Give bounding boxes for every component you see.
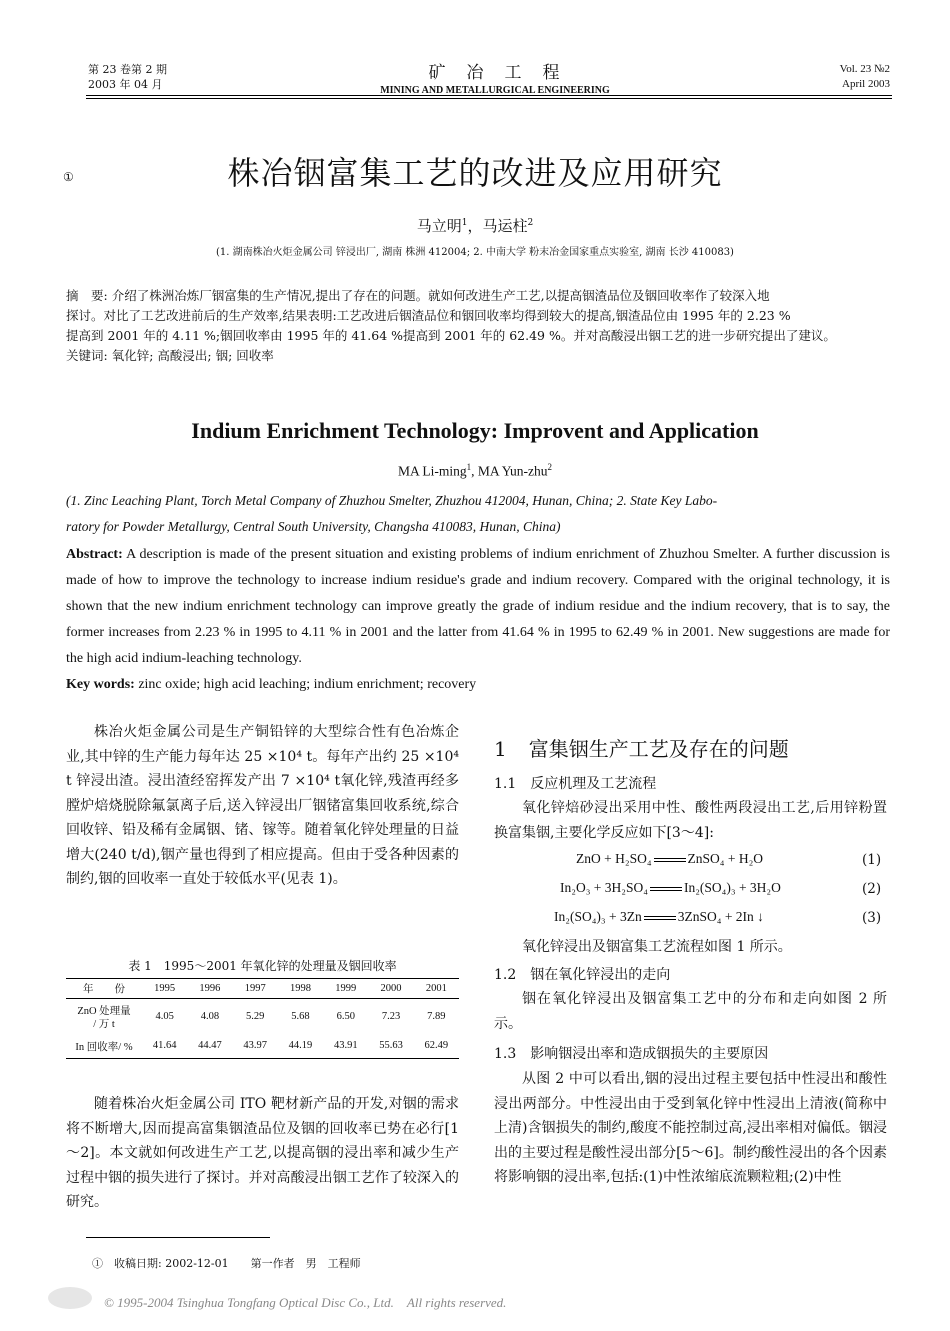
table-cell: 62.49 xyxy=(424,1040,449,1051)
footnote-mark: ① xyxy=(63,170,74,184)
table-row: ZnO 处理量 / 万 t 4.05 4.08 5.29 5.68 6.50 7.23 7.89 xyxy=(66,999,459,1034)
paragraph-1-1: 氧化锌焙砂浸出采用中性、酸性两段浸出工艺,后用锌粉置换富集铟,主要化学反应如下[3～4]: xyxy=(494,800,887,841)
table-header-cell: 1999 xyxy=(335,983,357,994)
table-cell: In 回收率/ % xyxy=(75,1042,133,1053)
journal-volume: Vol. 23 №2 April 2003 xyxy=(839,63,890,90)
table-header-cell: 2001 xyxy=(425,983,447,994)
reaction-arrow xyxy=(650,887,682,891)
paper-title-cn: 株冶铟富集工艺的改进及应用研究 xyxy=(227,154,723,192)
table-cell: 44.47 xyxy=(198,1040,222,1051)
header-rule xyxy=(86,95,892,96)
table-header-cell: 1998 xyxy=(289,983,311,994)
table-cell: 5.29 xyxy=(246,1010,265,1022)
authors-en: MA Li-ming$^1$, MA Yun-zhu$^2$ xyxy=(397,462,552,479)
table-cell: 7.23 xyxy=(381,1010,401,1022)
equation-1-number: (1) xyxy=(862,852,882,868)
intro-paragraph: 株冶火炬金属公司是生产铜铅锌的大型综合性有色冶炼企业,其中锌的生产能力每年达 25 ×10⁴ t。每年产出约 25 ×10⁴ t 锌浸出渣。浸出渣经窑挥发产出 7 ×10⁴ t氧化锌,残渣再经多膛炉焙烧脱除氟氯离子后,送入锌浸出厂铟锗富集回收系统,综合回收锌、铅及稀有金属铟、锗、镓等。随着氧化锌处理量的日益增大(240 t/d),铟产量也得到了相应提高。但由于受各种因素的制约,铟的回收率一直处于较低水平(见表 1)。 xyxy=(66,724,459,887)
copyright-notice: © 1995-2004 Tsinghua Tongfang Optical Disc Co., Ltd. All rights reserved. xyxy=(104,1295,507,1310)
subsection-1-1: 1.1 反应机理及工艺流程 xyxy=(494,776,657,792)
table-header-cell: 2000 xyxy=(380,983,402,994)
affiliation-en: (1. Zinc Leaching Plant, Torch Metal Company of Zhuzhou Smelter, Zhuzhou 412004, Hunan, China; 2. State Key Labo- ratory for Powder Metallurgy, Central South University, Changsha 410083, Hunan, China) xyxy=(66,493,718,534)
table-cell: 4.08 xyxy=(200,1010,220,1022)
equation-2-number: (2) xyxy=(862,881,882,897)
reaction-arrow xyxy=(644,916,676,920)
abstract-cn: 摘 要: 介绍了株洲冶炼厂铟富集的生产情况,提出了存在的问题。就如何改进生产工艺,以提高铟渣品位及铟回收率作了较深入地 探讨。对比了工艺改进前后的生产效率,结果表明:工艺改进后铟渣品位和铟回收率均得到较大的提高,铟渣品位由 1995 年的 2.23 % 提高到 2001 年的 4.11 %;铟回收率由 1995 年的 41.64 %提高到 2001 年的 62.49 %。并对高酸浸出铟工艺的进一步研究提出了建议。 关键词: 氧化锌; 高酸浸出; 铟; 回收率 xyxy=(66,288,836,363)
reaction-arrow xyxy=(654,858,686,862)
paragraph-1-2: 铟在氧化锌浸出及铟富集工艺中的分布和走向如图 2 所示。 xyxy=(494,991,887,1032)
subsection-1-2: 1.2 铟在氧化锌浸出的走向 xyxy=(494,967,671,983)
paragraph-1-1b: 氧化锌浸出及铟富集工艺流程如图 1 所示。 xyxy=(522,939,792,955)
table-cell: 41.64 xyxy=(152,1040,177,1051)
header-rule-2 xyxy=(86,98,892,99)
affiliation-cn: (1. 湖南株冶火炬金属公司 锌浸出厂, 湖南 株洲 412004; 2. 中南大学 粉末冶金国家重点实验室, 湖南 长沙 410083) xyxy=(216,247,734,258)
subsection-1-3: 1.3 影响铟浸出率和造成铟损失的主要原因 xyxy=(494,1046,769,1062)
data-table xyxy=(66,978,459,1059)
table-cell: 55.63 xyxy=(379,1040,403,1051)
abstract-en: Abstract: A description is made of the present situation and existing problems of indium enrichment of Zhuzhou Smelter. A further discussion is made of how to improve the technology to increase indium residue's grade and indium recovery. Compared with the original technology, it is shown that the new indium enrichment technology can improve greatly the grade of indium residue and the indium recovery, that is to say, the former increases from 2.23 % in 1995 to 4.11 % in 2001 and the latter from 41.64 % in 1995 to 62.49 % in 2001. New suggestions are made for the high acid indium-leaching technology. Key words: zinc oxide; high acid leaching; indium enrichment; recovery xyxy=(66,547,890,692)
table-cell: 43.91 xyxy=(333,1040,358,1051)
journal-issue: 第 23 卷第 2 期 2003 年 04 月 xyxy=(88,63,167,91)
footnote-rule xyxy=(86,1237,270,1238)
table-cell: 5.68 xyxy=(291,1010,310,1022)
equation-3: In₂(SO₄)₃ + 3Zn 3ZnSO₄ + 2In ↓ xyxy=(554,909,764,924)
table-header-cell: 1996 xyxy=(199,983,221,994)
authors-cn: 马立明$^1$，马运柱$^2$ xyxy=(416,217,534,235)
journal-title: 矿 冶 工 程 MINING AND METALLURGICAL ENGINEERING xyxy=(380,63,610,96)
paper-title-en: Indium Enrichment Technology: Improvent and Application xyxy=(191,418,759,443)
table-row xyxy=(66,1033,459,1059)
table-header-cell: 年 份 xyxy=(83,984,125,995)
table-cell: 7.89 xyxy=(427,1010,446,1022)
section-1-title: 1 富集铟生产工艺及存在的问题 xyxy=(494,737,789,761)
table-caption: 表 1 1995～2001 年氧化锌的处理量及铟回收率 xyxy=(128,959,397,973)
table-header-cell: 1997 xyxy=(244,983,266,994)
table-cell: 43.97 xyxy=(243,1040,268,1051)
paragraph-1-3: 从图 2 中可以看出,铟的浸出过程主要包括中性浸出和酸性浸出两部分。中性浸出由于受到氧化锌中性浸出上清液(简称中上清)含铟损失的制约,酸度不能控制过高,浸出率相对偏低。铟浸出的主要过程是酸性浸出部分[5～6]。制约酸性浸出的各个因素将影响铟的浸出率,包括:(1)中性浓缩底流颗粒粗;(2)中性 xyxy=(494,1071,887,1185)
table-cell: 4.05 xyxy=(155,1010,174,1022)
intro-paragraph-2: 随着株冶火炬金属公司 ITO 靶材新产品的开发,对铟的需求将不断增大,因而提高富集铟渣品位及铟的回收率已势在必行[1～2]。本文就如何改进生产工艺,以提高铟的浸出率和减少生产过程中铟的损失进行了探讨。并对高酸浸出铟工艺作了较深入的研究。 xyxy=(66,1096,459,1210)
publisher-logo-icon xyxy=(48,1287,92,1309)
equation-3-number: (3) xyxy=(862,910,882,926)
equation-1: ZnO + H₂SO₄ ZnSO₄ + H₂O xyxy=(576,851,764,866)
equation-2: In₂O₃ + 3H₂SO₄ In₂(SO₄)₃ + 3H₂O xyxy=(560,880,781,895)
footnote: ① 收稿日期: 2002-12-01 第一作者 男 工程师 xyxy=(92,1257,361,1270)
table-header-cell: 1995 xyxy=(154,983,176,994)
table-cell: 6.50 xyxy=(336,1010,355,1022)
table-cell: 44.19 xyxy=(288,1040,313,1051)
